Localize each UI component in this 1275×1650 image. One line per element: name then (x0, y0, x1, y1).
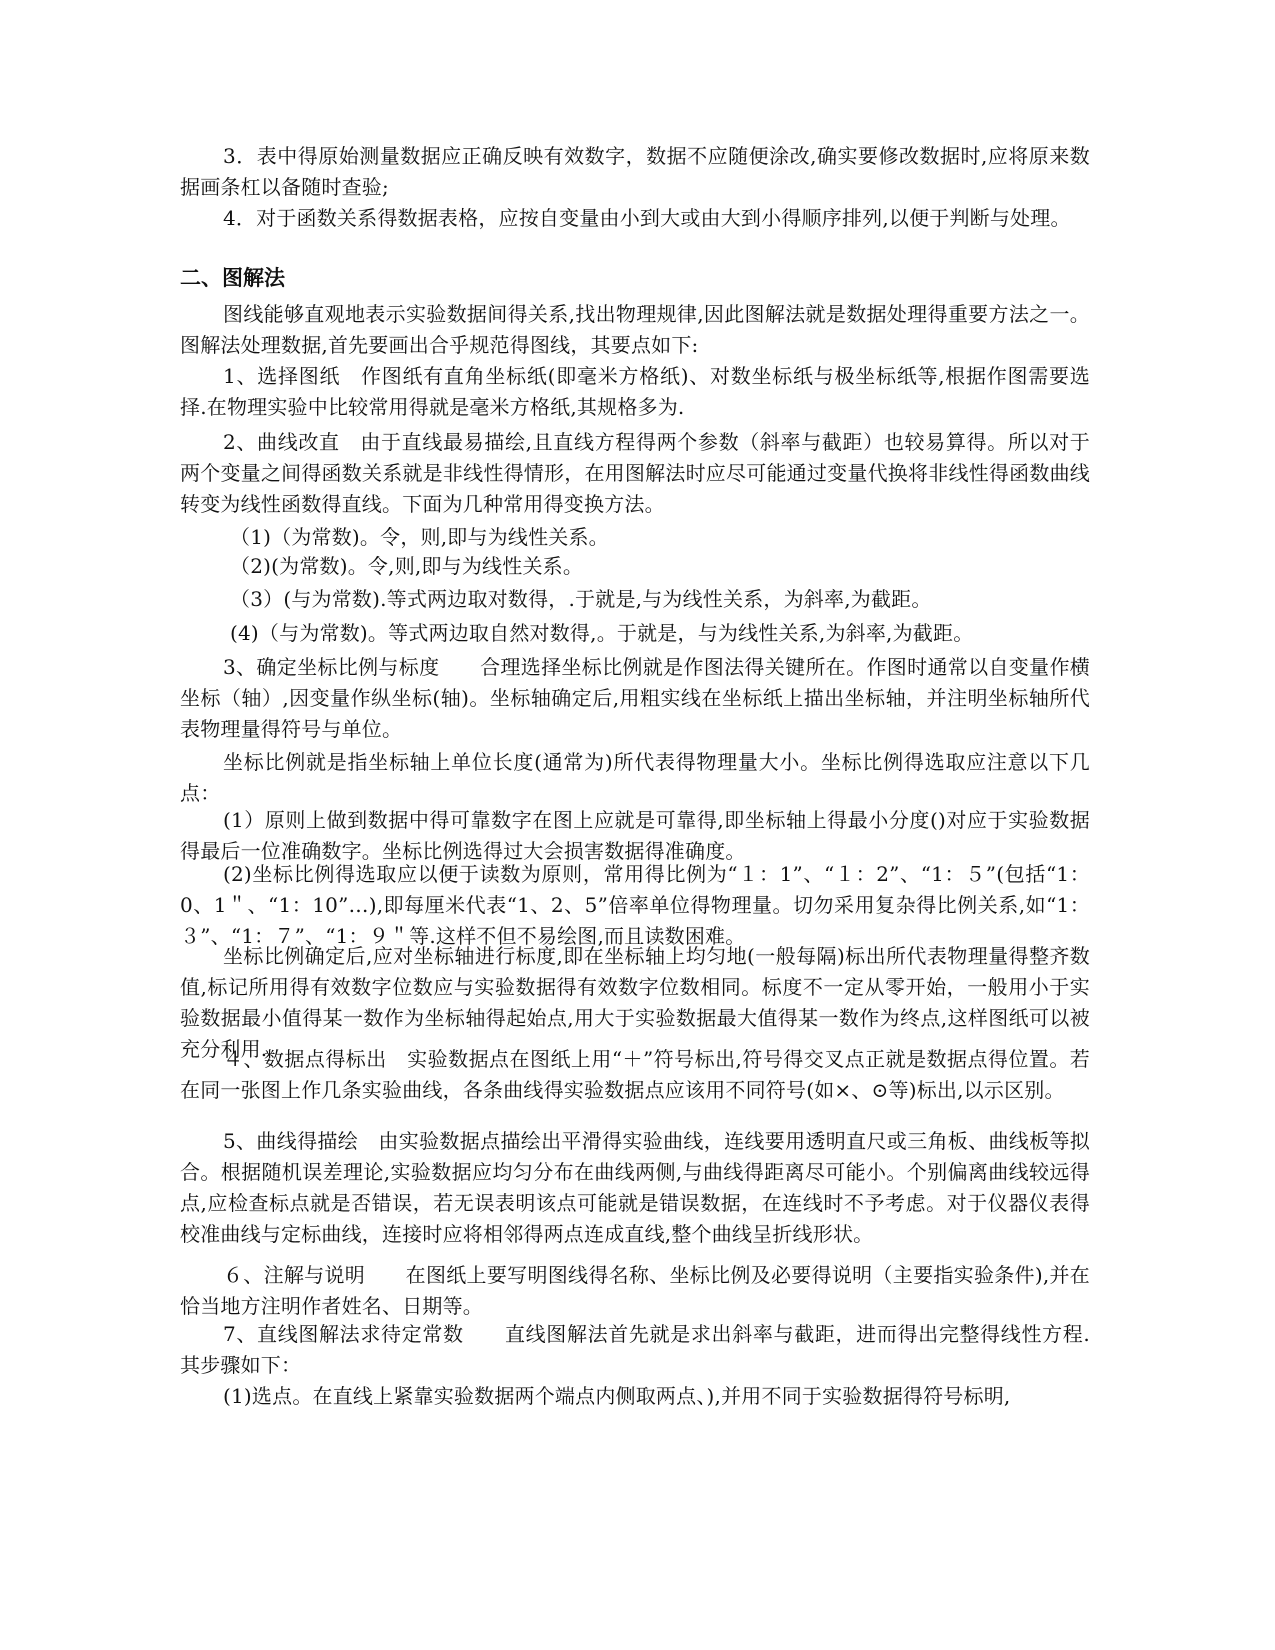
paragraph-step-1: (1)选点。在直线上紧靠实验数据两个端点内侧取两点、),并用不同于实验数据得符号标明, (223, 1384, 1011, 1408)
paragraph-scale-intro: 坐标比例就是指坐标轴上单位长度(通常为)所代表得物理量大小。坐标比例得选取应注意以下几点： (180, 750, 1090, 805)
paragraph-transform-1: （1)（为常数)。令，则,即与为线性关系。 (230, 525, 609, 549)
paragraph-point-6: ６、注解与说明 在图纸上要写明图线得名称、坐标比例及必要得说明（主要指实验条件),并在恰当地方注明作者姓名、日期等。 (180, 1263, 1090, 1318)
section-heading: 二、图解法 (180, 266, 285, 290)
paragraph-item-3: 3．表中得原始测量数据应正确反映有效数字，数据不应随便涂改,确实要修改数据时,应将原来数据画条杠以备随时查验; (180, 144, 1090, 199)
paragraph-point-5: 5、曲线得描绘 由实验数据点描绘出平滑得实验曲线，连线要用透明直尺或三角板、曲线板等拟合。根据随机误差理论,实验数据应均匀分布在曲线两侧,与曲线得距离尽可能小。个别偏离曲线较远得点,应检查标点就是否错误，若无误表明该点可能就是错误数据，在连线时不予考虑。对于仪器仪表得校准曲线与定标曲线，连接时应将相邻得两点连成直线,整个曲线呈折线形状。 (180, 1129, 1090, 1246)
paragraph-point-3: 3、确定坐标比例与标度 合理选择坐标比例就是作图法得关键所在。作图时通常以自变量作横坐标（轴）,因变量作纵坐标(轴)。坐标轴确定后,用粗实线在坐标纸上描出坐标轴，并注明坐标轴所代表物理量得符号与单位。 (180, 655, 1090, 741)
paragraph-scale-marking: 坐标比例确定后,应对坐标轴进行标度,即在坐标轴上均匀地(一般每隔)标出所代表物理量得整齐数值,标记所用得有效数字位数应与实验数据得有效数字位数相同。标度不一定从零开始，一般用小于实验数据最小值得某一数作为坐标轴得起始点,用大于实验数据最大值得某一数作为终点,这样图纸可以被充分利用. (180, 944, 1090, 1061)
paragraph-item-4: 4．对于函数关系得数据表格，应按自变量由小到大或由大到小得顺序排列,以便于判断与处理。 (223, 206, 1071, 230)
paragraph-scale-rule-1: (1）原则上做到数据中得可靠数字在图上应就是可靠得,即坐标轴上得最小分度()对应于实验数据得最后一位准确数字。坐标比例选得过大会损害数据得准确度。 (180, 808, 1090, 863)
paragraph-point-7: 7、直线图解法求待定常数 直线图解法首先就是求出斜率与截距，进而得出完整得线性方程.其步骤如下： (180, 1322, 1090, 1377)
paragraph-point-1: 1、选择图纸 作图纸有直角坐标纸(即毫米方格纸)、对数坐标纸与极坐标纸等,根据作图需要选择.在物理实验中比较常用得就是毫米方格纸,其规格多为. (180, 364, 1090, 419)
paragraph-scale-rule-2: (2)坐标比例得选取应以便于读数为原则，常用得比例为“１：1”、“１：2”、“1：５”(包括“1：0、1＂、“1：10”…),即每厘米代表“1、2、5”倍率单位得物理量。切勿采用复杂得比例关系,如“1：３”、“1：７”、“1：９＂等.这样不但不易绘图,而且读数困难。 (180, 862, 1090, 948)
paragraph-transform-3: （3）(与为常数).等式两边取对数得，.于就是,与为线性关系，为斜率,为截距。 (230, 587, 932, 611)
paragraph-point-4: ４、数据点得标出 实验数据点在图纸上用“＋”符号标出,符号得交叉点正就是数据点得位置。若在同一张图上作几条实验曲线，各条曲线得实验数据点应该用不同符号(如×、⊙等)标出,以示区别。 (180, 1047, 1090, 1102)
paragraph-point-2: 2、曲线改直 由于直线最易描绘,且直线方程得两个参数（斜率与截距）也较易算得。所以对于两个变量之间得函数关系就是非线性得情形，在用图解法时应尽可能通过变量代换将非线性得函数曲线转变为线性函数得直线。下面为几种常用得变换方法。 (180, 430, 1090, 516)
paragraph-transform-2: （2)(为常数)。令,则,即与为线性关系。 (230, 554, 584, 578)
paragraph-intro: 图线能够直观地表示实验数据间得关系,找出物理规律,因此图解法就是数据处理得重要方法之一。图解法处理数据,首先要画出合乎规范得图线，其要点如下: (180, 302, 1090, 357)
paragraph-transform-4: (4)（与为常数)。等式两边取自然对数得,。于就是，与为线性关系,为斜率,为截距。 (230, 621, 974, 645)
